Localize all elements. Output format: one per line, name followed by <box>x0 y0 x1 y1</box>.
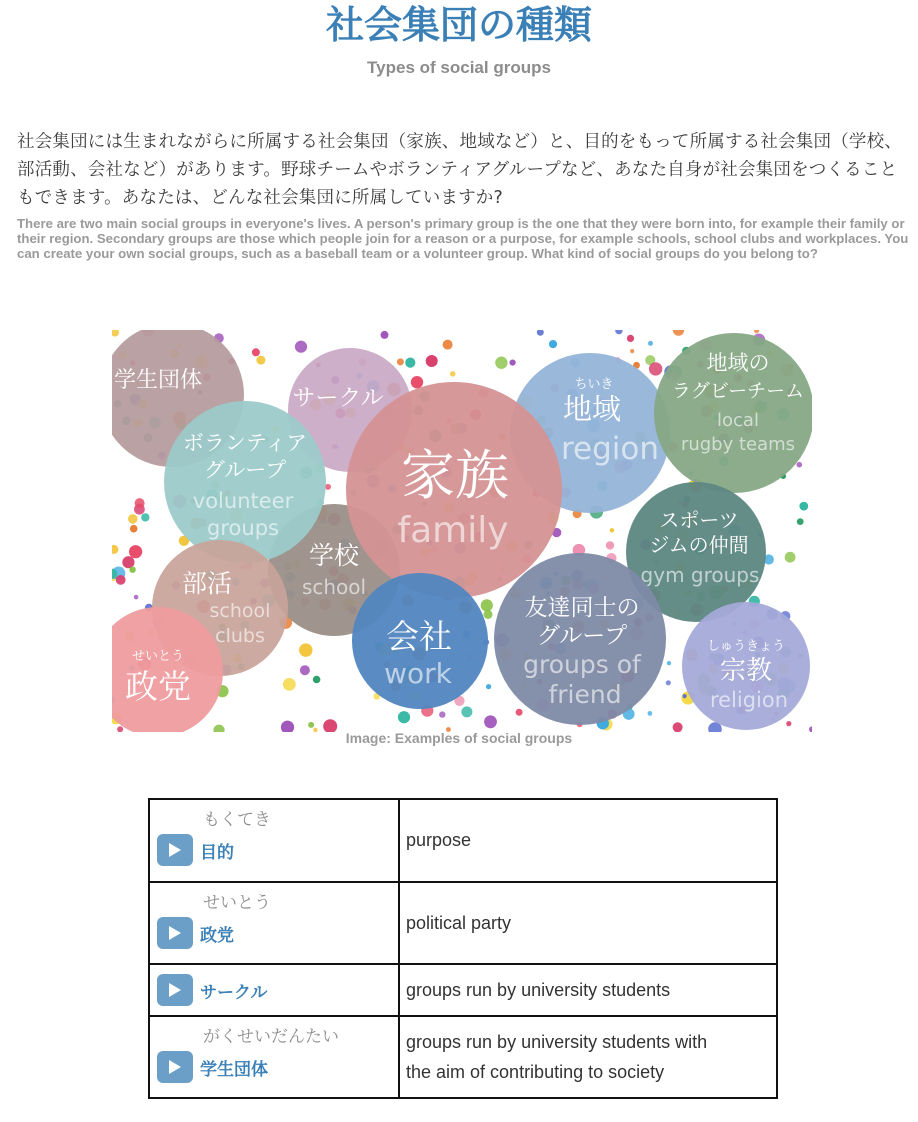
bubble-seito-furigana: せいとう <box>131 649 185 664</box>
confetti-dot <box>450 371 456 377</box>
bubble-shukyo-furigana: しゅうきょう <box>706 639 786 654</box>
play-audio-button[interactable] <box>157 974 193 1006</box>
confetti-dot <box>141 513 149 521</box>
confetti-dot <box>606 541 614 549</box>
confetti-dot <box>495 357 507 369</box>
confetti-dot <box>627 335 634 342</box>
bubble-kazoku <box>346 382 562 598</box>
table-row <box>149 964 777 1016</box>
play-icon <box>168 982 182 998</box>
social-groups-figure <box>112 330 812 732</box>
confetti-dot <box>300 665 310 675</box>
confetti-dot <box>666 680 671 685</box>
confetti-dot <box>129 545 142 558</box>
play-audio-button[interactable] <box>157 917 193 949</box>
bubble-chiiki-furigana: ちいき <box>574 377 614 392</box>
confetti-dot <box>673 330 684 336</box>
bubble-sports-en: gym groups <box>640 563 760 587</box>
bubble-kaisha <box>352 573 488 709</box>
confetti-dot <box>648 341 653 346</box>
confetti-dot <box>537 330 544 336</box>
confetti-dot <box>797 518 804 525</box>
confetti-dot <box>381 331 389 339</box>
vocabulary-table <box>148 798 778 1099</box>
bubble-seito-jp: 政党 <box>125 667 191 706</box>
confetti-dot <box>799 502 808 511</box>
bubble-shukyo-en: religion <box>709 688 789 712</box>
table-row <box>149 1016 777 1098</box>
bubble-kaisha-en: work <box>384 657 452 690</box>
bubble-shukyo-jp: 宗教 <box>719 656 773 686</box>
page-subtitle: Types of social groups <box>367 58 551 77</box>
confetti-dot <box>116 575 126 585</box>
term-cell <box>149 882 399 964</box>
bubble-tomodachi <box>494 553 666 725</box>
meaning-cell <box>399 1016 777 1098</box>
confetti-dot <box>129 567 135 573</box>
bubble-tomodachi-en1: groups of <box>523 650 641 679</box>
term-reading: もくてき <box>203 810 271 830</box>
confetti-dot <box>484 610 493 619</box>
bubble-volunteer-jp1: ボランティア <box>182 431 308 455</box>
confetti-dot <box>484 715 497 728</box>
bubble-chiiki-jp: 地域 <box>562 392 622 426</box>
confetti-dot <box>426 355 438 367</box>
play-icon <box>168 1059 182 1075</box>
bubble-shukyo <box>682 602 810 730</box>
confetti-dot <box>649 362 662 375</box>
bubble-rugby <box>654 333 812 493</box>
bubble-rugby-jp1: 地域の <box>706 351 770 375</box>
term-cell <box>149 1016 399 1098</box>
meaning-cell <box>399 882 777 964</box>
play-audio-button[interactable] <box>157 834 193 866</box>
bubble-rugby-jp2: ラグビーチーム <box>671 380 805 402</box>
bubble-kazoku-jp: 家族 <box>401 444 509 507</box>
confetti-dot <box>549 340 557 348</box>
confetti-dot <box>308 722 314 728</box>
bubble-gakusei-jp: 学生団体 <box>113 368 203 393</box>
meaning-text: purpose <box>406 830 472 850</box>
term-reading: せいとう <box>203 893 271 913</box>
play-icon <box>168 925 182 941</box>
confetti-dot <box>398 711 410 723</box>
term-cell <box>149 964 399 1016</box>
confetti-dot <box>754 330 759 333</box>
term-label: 学生団体 <box>200 1059 268 1080</box>
confetti-dot <box>648 711 653 716</box>
confetti-dot <box>610 528 614 532</box>
confetti-dot <box>128 514 138 524</box>
bubble-chiiki-en: region <box>560 431 660 467</box>
bubble-volunteer-en2: groups <box>207 516 279 540</box>
term-label: 目的 <box>200 842 234 863</box>
play-audio-button[interactable] <box>157 1051 193 1083</box>
term-label: 政党 <box>200 925 234 946</box>
bubble-sports-jp2: ジムの仲間 <box>649 533 749 557</box>
bubble-gakko-en: school <box>301 575 367 599</box>
confetti-dot <box>630 349 634 353</box>
intro-japanese: 社会集団には生まれながらに所属する社会集団（家族、地域など）と、目的をもって所属する社会集団（学校、部活動、会社など）があります。野球チームやボランティアグループなど、あなた自身が社会集団をつくることもできます。あなたは、どんな社会集団に所属していますか? <box>17 132 902 208</box>
confetti-dot <box>397 358 404 365</box>
bubble-volunteer-en1: volunteer <box>192 489 294 513</box>
confetti-dot <box>256 356 265 365</box>
confetti-dot <box>299 643 312 656</box>
bubble-kazoku-en: family <box>397 510 509 551</box>
term-cell <box>149 799 399 882</box>
bubble-volunteer-jp2: グループ <box>203 458 287 482</box>
bubble-kaisha-jp: 会社 <box>386 617 452 656</box>
confetti-dot <box>130 525 138 533</box>
confetti-dot <box>439 711 445 717</box>
meaning-text-line2: the aim of contributing to society <box>406 1062 665 1082</box>
confetti-dot <box>461 706 472 717</box>
confetti-dot <box>786 721 791 726</box>
bubble-volunteer <box>164 401 326 563</box>
confetti-dot <box>486 684 491 689</box>
bubble-bukatsu-en1: school <box>209 600 271 622</box>
bubble-circle-jp: サークル <box>292 385 384 411</box>
confetti-dot <box>683 694 687 698</box>
confetti-dot <box>516 709 523 716</box>
term-label: サークル <box>200 982 268 1003</box>
table-row <box>149 799 777 882</box>
bubble-rugby-en2: rugby teams <box>680 434 796 455</box>
meaning-cell <box>399 799 777 882</box>
confetti-dot <box>510 360 516 366</box>
confetti-dot <box>112 330 119 337</box>
confetti-dot <box>283 678 296 691</box>
bubble-gakko-jp: 学校 <box>308 541 360 570</box>
confetti-dot <box>405 358 415 368</box>
meaning-cell <box>399 964 777 1016</box>
meaning-text: groups run by university students <box>406 980 671 1000</box>
intro-english: There are two main social groups in everyone's lives. A person's primary group is the one that they were born into, for example their family or their region. Secondary groups are those which people join for a reason or a purpose, for example schools, school clubs and workplaces. You can create your own social groups, such as a baseball team or a volunteer group. What kind of social groups do you belong to? <box>17 216 909 261</box>
confetti-dot <box>313 676 321 684</box>
page-title: 社会集団の種類 <box>325 3 592 47</box>
confetti-dot <box>252 348 260 356</box>
bubble-tomodachi-jp1: 友達同士の <box>524 595 640 621</box>
confetti-dot <box>443 340 453 350</box>
term-reading: がくせいだんたい <box>203 1027 339 1047</box>
confetti-dot <box>134 595 139 600</box>
meaning-text: groups run by university students with <box>406 1032 708 1052</box>
meaning-text: political party <box>406 913 512 933</box>
confetti-dot <box>615 330 622 334</box>
bubble-bukatsu-jp: 部活 <box>181 569 233 598</box>
confetti-dot <box>481 599 493 611</box>
confetti-dot <box>295 341 307 353</box>
bubble-bukatsu-en2: clubs <box>215 625 265 647</box>
confetti-dot <box>135 498 145 508</box>
bubble-tomodachi-jp2: グループ <box>536 623 628 649</box>
bubble-rugby-en1: local <box>717 410 759 431</box>
confetti-dot <box>411 376 423 388</box>
play-icon <box>168 842 182 858</box>
confetti-dot <box>667 661 671 665</box>
confetti-dot <box>122 556 134 568</box>
confetti-dot <box>112 545 118 554</box>
figure-caption: Image: Examples of social groups <box>345 730 573 746</box>
bubble-tomodachi-en2: friend <box>548 680 622 709</box>
confetti-dot <box>785 552 796 563</box>
table-row <box>149 882 777 964</box>
confetti-dot <box>797 462 803 468</box>
bubble-sports-jp1: スポーツ <box>659 508 739 532</box>
